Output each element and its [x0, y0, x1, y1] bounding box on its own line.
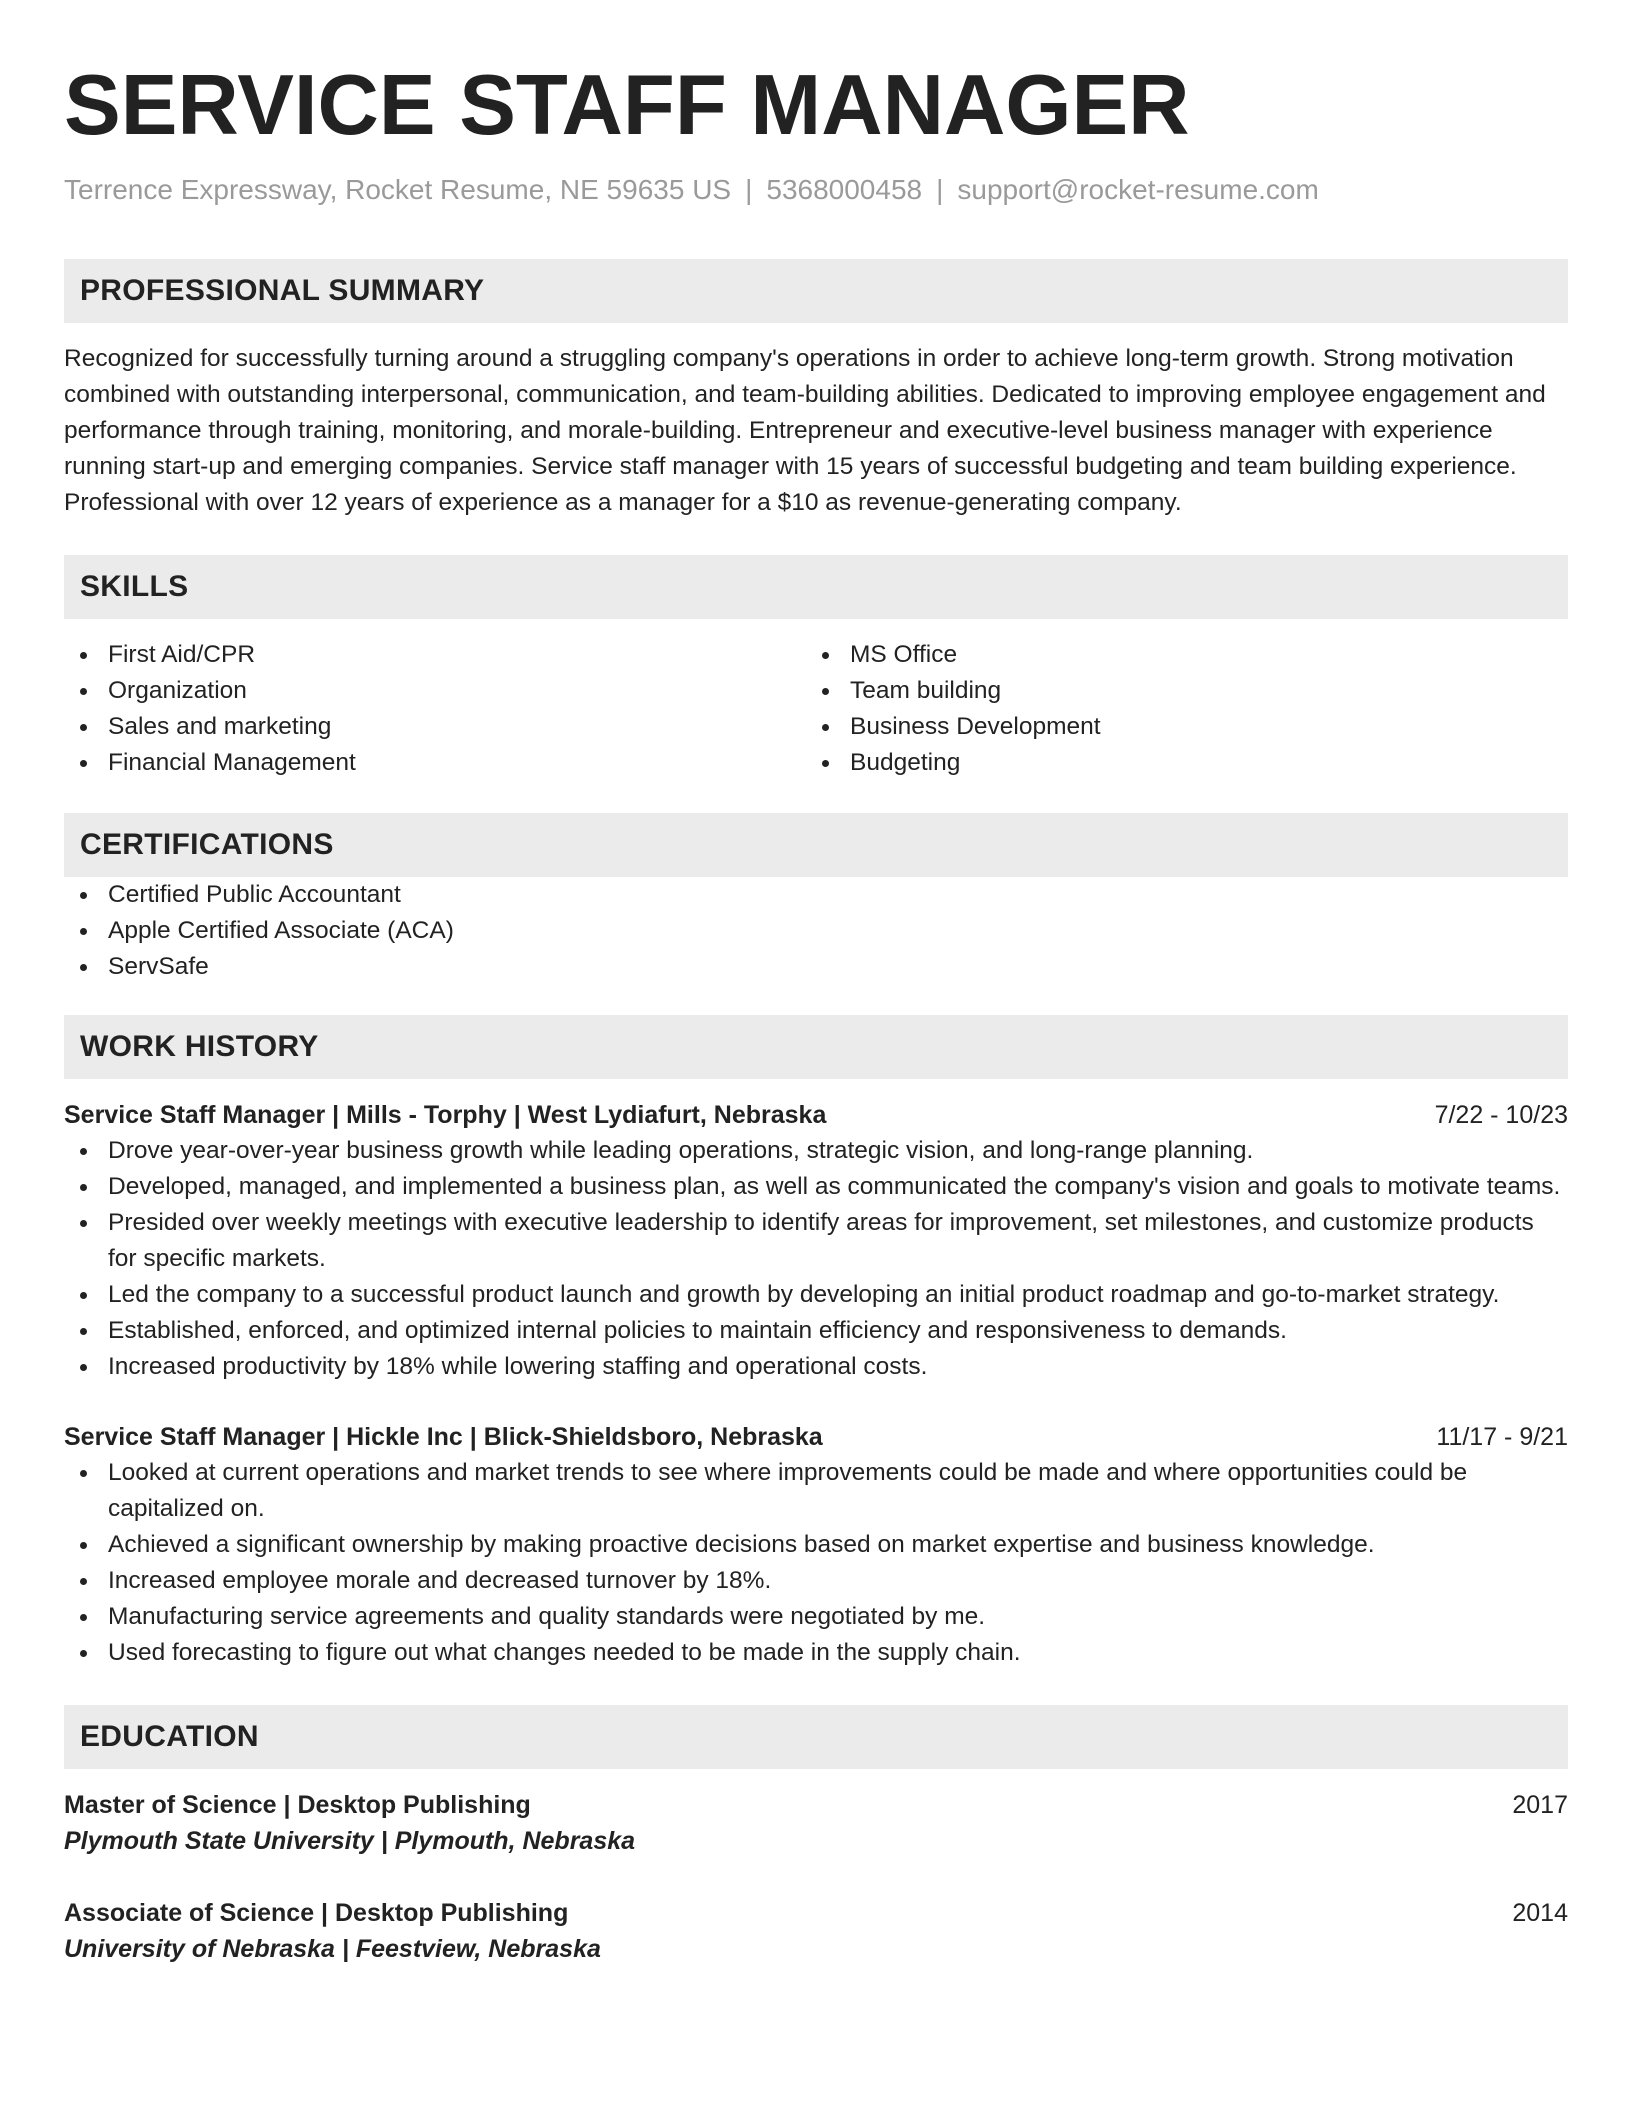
job-bullet: Drove year-over-year business growth while leading operations, strategic vision, and long-range planning. [64, 1133, 1568, 1169]
job-bullet: Used forecasting to figure out what changes needed to be made in the supply chain. [64, 1635, 1568, 1671]
job-bullet: Increased productivity by 18% while lowering staffing and operational costs. [64, 1349, 1568, 1385]
skill-item: MS Office [806, 637, 1548, 673]
education-entry [64, 1787, 1568, 1859]
job-dates: 11/17 - 9/21 [1436, 1423, 1568, 1451]
job-title: Service Staff Manager | Hickle Inc | Blick-Shieldsboro, Nebraska [64, 1423, 823, 1451]
skills-column-right [806, 637, 1548, 781]
contact-separator: | [745, 174, 753, 205]
job-bullet-list [64, 1455, 1568, 1671]
certification-list [64, 877, 1568, 985]
skill-item: Team building [806, 673, 1548, 709]
job-bullet-list [64, 1133, 1568, 1385]
certification-item: ServSafe [64, 949, 1568, 985]
summary-text: Recognized for successfully turning around a struggling company's operations in order to achieve long-term growth. Strong motivation combined with outstanding interpersonal, communication, and team-building abilities. Dedicated to improving employee engagement and performance through training, monitoring, and morale-building. Entrepreneur and executive-level business manager with experience running start-up and emerging companies. Service staff manager with 15 years of successful budgeting and team building experience. Professional with over 12 years of experience as a manager for a $10 as revenue-generating company. [64, 345, 1546, 516]
skills-grid [64, 637, 1568, 781]
job-entry [64, 1097, 1568, 1385]
resume-name: SERVICE STAFF MANAGER [64, 58, 1190, 153]
skill-item: First Aid/CPR [64, 637, 806, 673]
contact-separator: | [936, 174, 944, 205]
contact-address: Terrence Expressway, Rocket Resume, NE 59635 US [64, 174, 732, 205]
skill-item: Financial Management [64, 745, 806, 781]
job-bullet: Established, enforced, and optimized internal policies to maintain efficiency and responsiveness to demands. [64, 1313, 1568, 1349]
contact-email: support@rocket-resume.com [957, 174, 1319, 205]
skills-column-left [64, 637, 806, 781]
section-heading-certifications: CERTIFICATIONS [64, 813, 1568, 877]
job-header [64, 1419, 1568, 1455]
education-header [64, 1895, 1568, 1931]
education-header [64, 1787, 1568, 1823]
certification-item: Certified Public Accountant [64, 877, 1568, 913]
section-heading-skills: SKILLS [64, 555, 1568, 619]
education-degree: Associate of Science | Desktop Publishing [64, 1899, 569, 1927]
education-year: 2017 [1512, 1791, 1568, 1819]
job-bullet: Looked at current operations and market trends to see where improvements could be made and where opportunities could be capitalized on. [64, 1455, 1568, 1527]
job-dates: 7/22 - 10/23 [1434, 1101, 1568, 1129]
section-heading-summary: PROFESSIONAL SUMMARY [64, 259, 1568, 323]
job-bullet: Achieved a significant ownership by making proactive decisions based on market expertise and business knowledge. [64, 1527, 1568, 1563]
education-school: University of Nebraska | Feestview, Nebraska [64, 1935, 601, 1963]
contact-line [64, 172, 1568, 208]
job-title: Service Staff Manager | Mills - Torphy | West Lydiafurt, Nebraska [64, 1101, 827, 1129]
contact-phone: 5368000458 [766, 174, 923, 205]
job-bullet: Presided over weekly meetings with executive leadership to identify areas for improvement, set milestones, and customize products for specific markets. [64, 1205, 1568, 1277]
education-school: Plymouth State University | Plymouth, Nebraska [64, 1827, 636, 1855]
education-degree: Master of Science | Desktop Publishing [64, 1791, 531, 1819]
section-heading-work-history: WORK HISTORY [64, 1015, 1568, 1079]
skill-item: Business Development [806, 709, 1548, 745]
job-bullet: Increased employee morale and decreased turnover by 18%. [64, 1563, 1568, 1599]
skill-item: Organization [64, 673, 806, 709]
education-year: 2014 [1512, 1899, 1568, 1927]
job-header [64, 1097, 1568, 1133]
education-entry [64, 1895, 1568, 1967]
skill-item: Budgeting [806, 745, 1548, 781]
job-bullet: Manufacturing service agreements and quality standards were negotiated by me. [64, 1599, 1568, 1635]
section-heading-education: EDUCATION [64, 1705, 1568, 1769]
job-entry [64, 1419, 1568, 1671]
certification-item: Apple Certified Associate (ACA) [64, 913, 1568, 949]
skill-item: Sales and marketing [64, 709, 806, 745]
job-bullet: Developed, managed, and implemented a business plan, as well as communicated the company's vision and goals to motivate teams. [64, 1169, 1568, 1205]
job-bullet: Led the company to a successful product launch and growth by developing an initial product roadmap and go-to-market strategy. [64, 1277, 1568, 1313]
